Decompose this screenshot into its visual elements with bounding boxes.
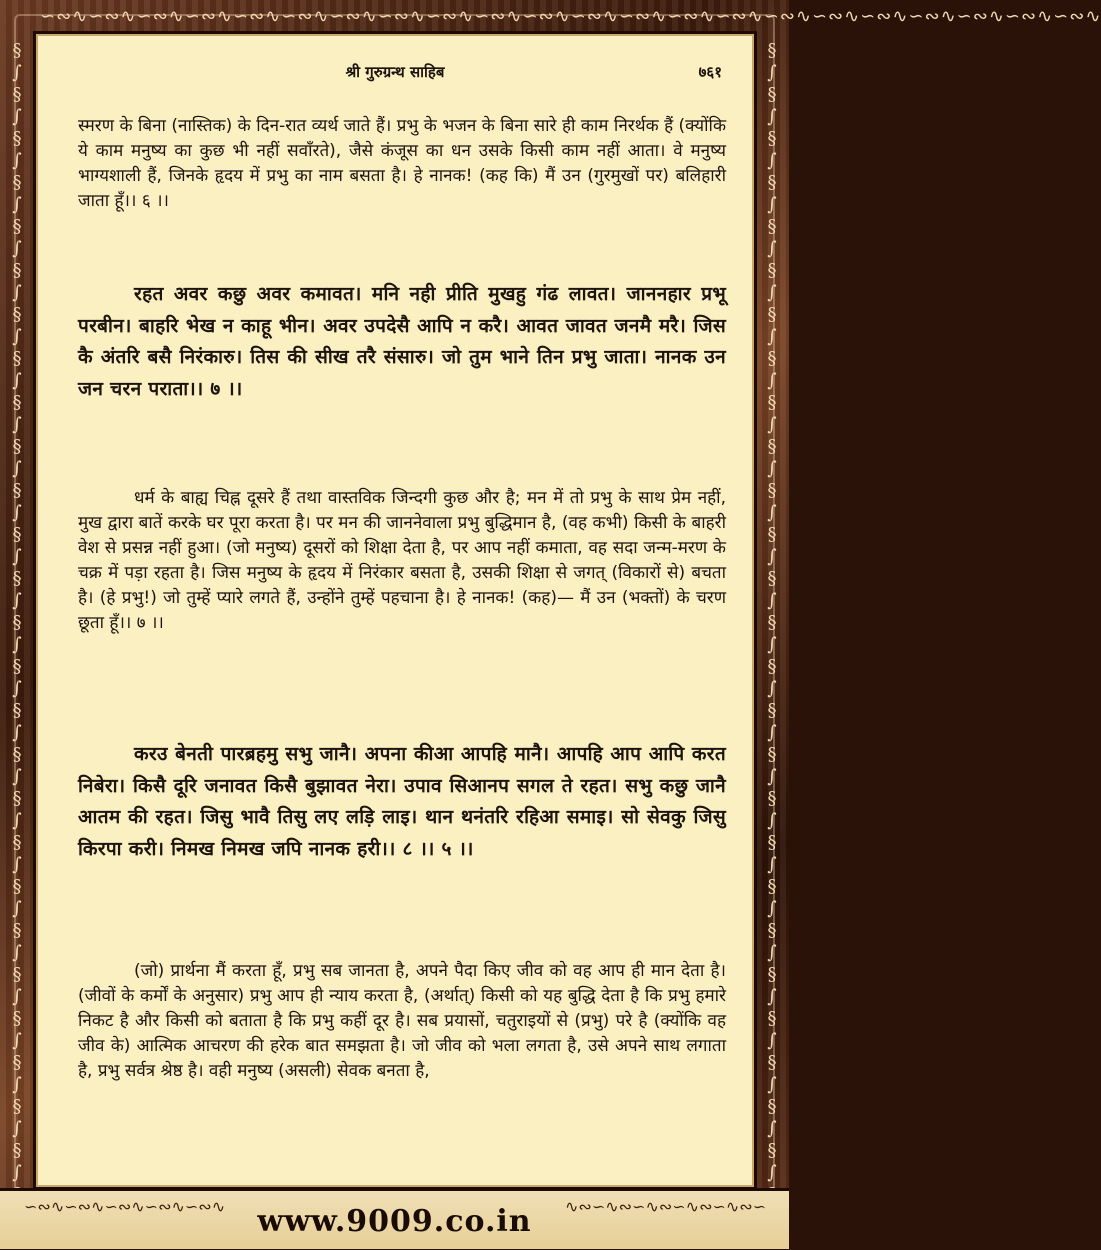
book-title: श्री गुरुग्रन्थ साहिब — [345, 63, 445, 81]
book-page — [36, 34, 754, 1187]
website-url-link[interactable]: www.9009.co.in — [257, 1204, 532, 1239]
translation-paragraph-3: (जो) प्रार्थना मैं करता हूँ, प्रभु सब जानता है, अपने पैदा किए जीव को वह आप ही मान देता है। (जीवों के कर्मों के अनुसार) प्रभु आप ही न्याय करता है, (अर्थात्) किसी को यह बुद्धि देता है कि प्रभु हमारे निकट है और किसी को बताता है कि प्रभु कहीं दूर है। सब प्रयासों, चतुराइयों से (प्रभु) परे है (क्योंकि वह जीव के) आत्मिक आचरण की हरेक बात समझता है। जो जीव को भला लगता है, उसे अपने साथ लगाता है, प्रभु सर्वत्र श्रेष्ठ है। वही मनुष्य (असली) सेवक बनता है, — [78, 961, 726, 1081]
footer-swirl-ornament-left: ∽∾∿∽∾∿∽∾∿∽∾∿∽∾∿ — [24, 1197, 226, 1216]
page-header — [36, 62, 754, 88]
frame-swirl-ornament-right: § ∫ § ∫ § ∫ § ∫ § ∫ § ∫ § ∫ § ∫ § ∫ § ∫ § ∫ § ∫ § ∫ § ∫ § ∫ § ∫ § ∫ § ∫ § ∫ § ∫ § ∫ § ∫ § ∫ § ∫ § ∫ § ∫ — [767, 40, 777, 1183]
footer-swirl-ornament-right: ∿∾∽∿∾∽∿∾∽∿∾∽∿∾∽ — [565, 1197, 767, 1216]
frame-swirl-ornament-top: ∽∾∿∽∾∿∽∾∿∽∾∿∽∾∿∽∾∿∽∾∿∽∾∿∽∾∿∽∾∿∽∾∿∽∾∿∽∾∿∽∾∿∽∾∿∽∾∿∽∾∿∽∾∿∽∾∿∽∾∿∽∾∿∽∾∿ — [40, 6, 1101, 27]
verse-block-1: रहत अवर कछु अवर कमावत। मनि नही प्रीति मुखहु गंढ लावत। जाननहार प्रभू परबीन। बाहरि भेख न काहू भीन। अवर उपदेसै आपि न करै। आवत जावत जनमै मरै। जिस कै अंतरि बसै निरंकारु। तिस की सीख तरै संसारु। जो तुम भाने तिन प्रभु जाता। नानक उन जन चरन पराता।। ७ ।। — [78, 283, 726, 400]
verse-block-2: करउ बेनती पारब्रहमु सभु जानै। अपना कीआ आपहि मानै। आपहि आप आपि करत निबेरा। किसै दूरि जनावत किसै बुझावत नेरा। उपाव सिआनप सगल ते रहत। सभु कछु जानै आतम की रहत। जिसु भावै तिसु लए लड़ि लाइ। थान थनंतरि रहिआ समाइ। सो सेवकु जिसु किरपा करी। निमख निमख जपि नानक हरी।। ८ ।। ५ ।। — [78, 743, 726, 860]
page-number: ७६१ — [698, 63, 722, 81]
frame-swirl-ornament-left: § ∫ § ∫ § ∫ § ∫ § ∫ § ∫ § ∫ § ∫ § ∫ § ∫ § ∫ § ∫ § ∫ § ∫ § ∫ § ∫ § ∫ § ∫ § ∫ § ∫ § ∫ § ∫ § ∫ § ∫ § ∫ § ∫ — [12, 40, 22, 1183]
translation-paragraph-2: धर्म के बाह्य चिह्न दूसरे हैं तथा वास्तविक जिन्दगी कुछ और है; मन में तो प्रभु के साथ प्रेम नहीं, मुख द्वारा बातें करके घर पूरा करता है। पर मन की जाननेवाला प्रभु बुद्धिमान है, (वह कभी) किसी के बाहरी वेश से प्रसन्न नहीं हुआ। (जो मनुष्य) दूसरों को शिक्षा देता है, पर आप नहीं कमाता, वह सदा जन्म-मरण के चक्र में पड़ा रहता है। जिस मनुष्य के हृदय में निरंकार बसता है, उसकी शिक्षा से जगत् (विकारों से) बचता है। (हे प्रभु!) जो तुम्हें प्यारे लगते हैं, उन्होंने तुम्हें पहचाना है। हे नानक! (कह)— मैं उन (भक्तों) के चरण छूता हूँ।। ७ ।। — [78, 488, 726, 633]
translation-paragraph-1: स्मरण के बिना (नास्तिक) के दिन-रात व्यर्थ जाते हैं। प्रभु के भजन के बिना सारे ही काम निरर्थक हैं (क्योंकि ये काम मनुष्य का कुछ भी नहीं सवाँरते), जैसे कंजूस का धन उसके किसी काम नहीं आता। वे मनुष्य भाग्यशाली हैं, जिनके हृदय में प्रभु का नाम बसता है। हे नानक! (कह कि) मैं उन (गुरमुखों पर) बलिहारी जाता हूँ।। ६ ।। — [78, 116, 726, 211]
